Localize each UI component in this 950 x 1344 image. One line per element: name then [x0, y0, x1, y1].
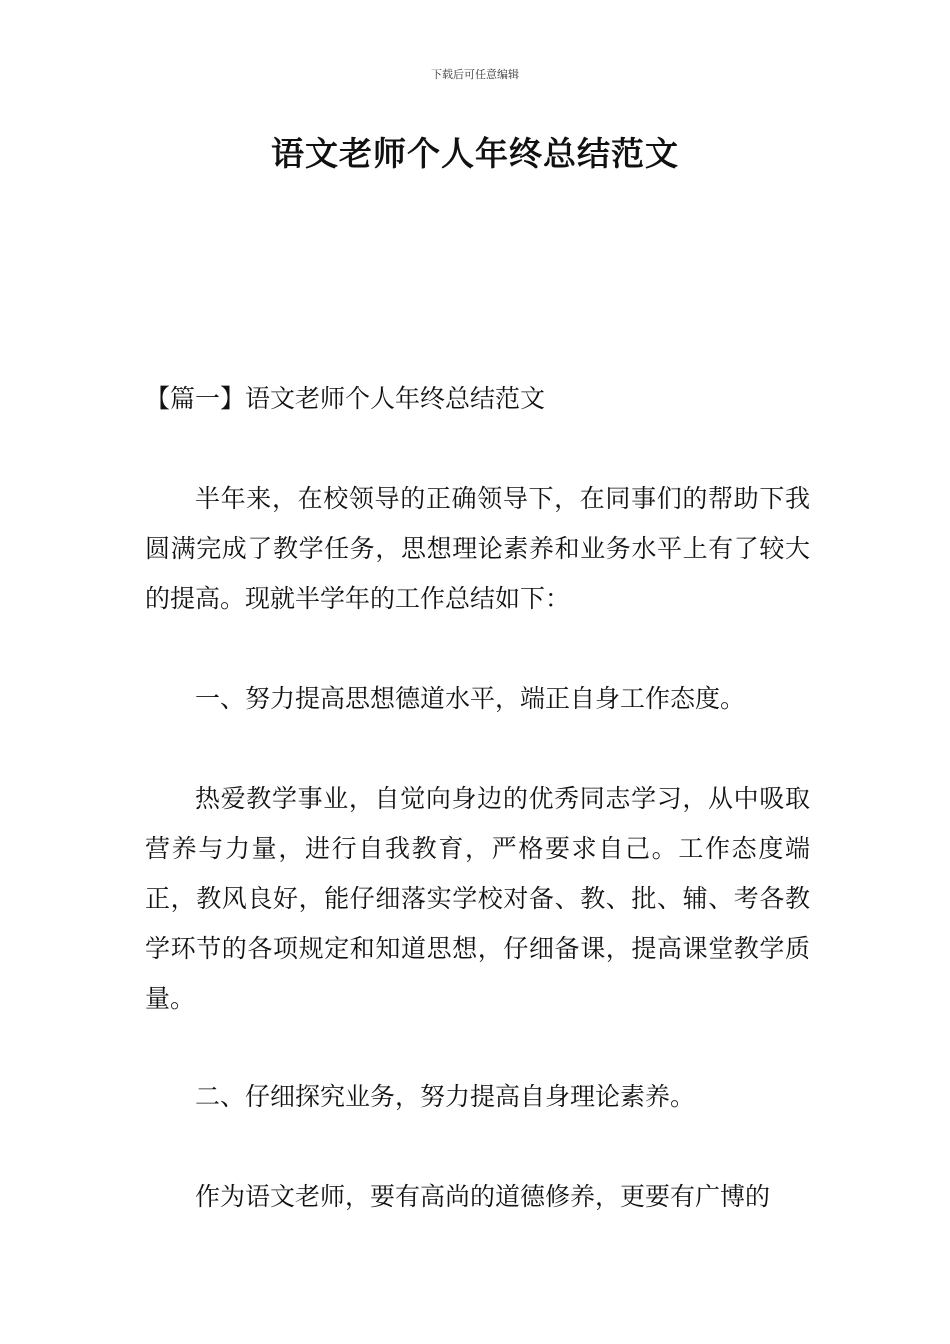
section-label: 【篇一】语文老师个人年终总结范文	[145, 384, 546, 413]
section-heading-1: 一、努力提高思想德道水平，端正自身工作态度。	[195, 684, 746, 713]
paragraph-attitude: 热爱教学事业，自觉向身边的优秀同志学习，从中吸取营养与力量，进行自我教育，严格要求自己。工作态度端正，教风良好，能仔细落实学校对备、教、批、辅、考各教学环节的各项规定和知道思想，仔细备课，提高课堂教学质量。	[145, 784, 810, 1013]
section-heading-2: 二、仔细探究业务，努力提高自身理论素养。	[195, 1082, 696, 1111]
paragraph-intro: 半年来，在校领导的正确领导下，在同事们的帮助下我圆满完成了教学任务，思想理论素养和业务水平上有了较大的提高。现就半学年的工作总结如下：	[145, 484, 810, 613]
paragraph-teacher: 作为语文老师，要有高尚的道德修养，更要有广博的	[195, 1182, 771, 1211]
document-title: 语文老师个人年终总结范文	[271, 134, 679, 173]
header-note: 下载后可任意编辑	[431, 68, 519, 81]
